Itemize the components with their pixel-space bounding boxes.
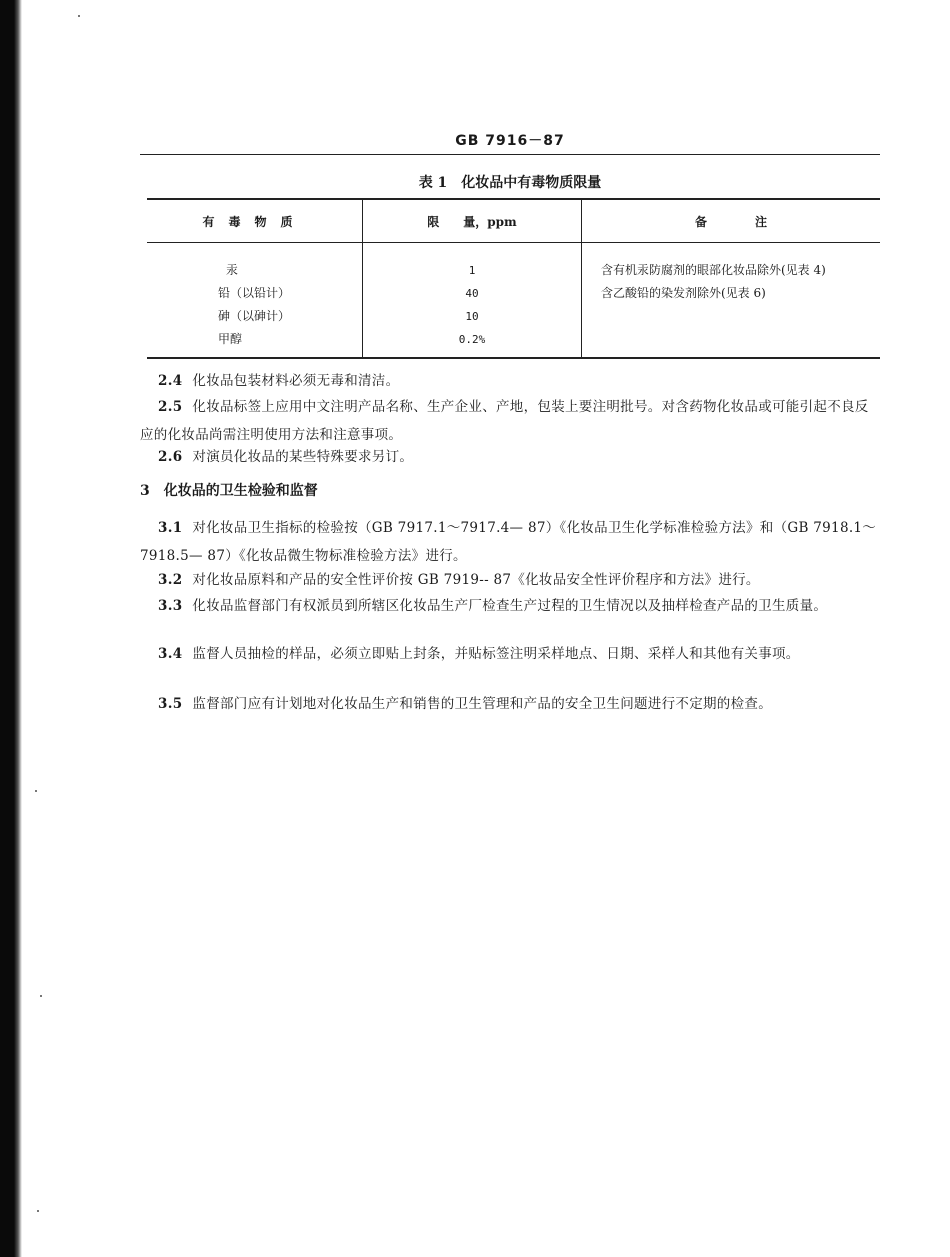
substance-arsenic: 砷（以砷计） bbox=[218, 309, 291, 323]
clause-2-6 bbox=[140, 443, 882, 471]
clause-text: 化妆品标签上应用中文注明产品名称、生产企业、产地，包装上要注明批号。对含药物化妆品或可能引起不良反应的化妆品尚需注明使用方法和注意事项。 bbox=[140, 399, 869, 443]
section-3-heading bbox=[140, 480, 318, 500]
clause-3-1 bbox=[140, 514, 882, 570]
clause-number: 3.4 bbox=[158, 646, 183, 662]
clause-text: 对演员化妆品的某些特殊要求另订。 bbox=[192, 449, 414, 465]
limit-mercury: 1 bbox=[468, 264, 476, 277]
limit-cell bbox=[363, 243, 582, 359]
header-rule bbox=[140, 154, 880, 155]
clause-3-2 bbox=[140, 566, 882, 594]
section-number: 3 bbox=[140, 483, 150, 499]
table-header-row bbox=[147, 199, 880, 243]
clause-number: 2.6 bbox=[158, 449, 183, 465]
remark-lead: 含乙酸铅的染发剂除外(见表 6) bbox=[601, 286, 766, 300]
clause-number: 2.5 bbox=[158, 399, 183, 415]
substance-mercury: 汞 bbox=[226, 263, 239, 277]
clause-number: 3.5 bbox=[158, 696, 183, 712]
clause-text: 化妆品包装材料必须无毒和清洁。 bbox=[192, 373, 400, 389]
clause-text: 对化妆品原料和产品的安全性评价按 GB 7919-- 87《化妆品安全性评价程序和方法》进行。 bbox=[192, 572, 760, 588]
clause-text: 化妆品监督部门有权派员到所辖区化妆品生产厂检查生产过程的卫生情况以及抽样检查产品的卫生质量。 bbox=[192, 598, 828, 614]
scan-edge-shadow bbox=[0, 0, 22, 1257]
clause-text: 监督人员抽检的样品，必须立即贴上封条，并贴标签注明采样地点、日期、采样人和其他有关事项。 bbox=[192, 646, 800, 662]
table-title: 表 1 化妆品中有毒物质限量 bbox=[418, 175, 602, 191]
section-title: 化妆品的卫生检验和监督 bbox=[163, 483, 318, 499]
clause-number: 2.4 bbox=[158, 373, 183, 389]
remark-mercury: 含有机汞防腐剂的眼部化妆品除外(见表 4) bbox=[601, 263, 826, 277]
toxic-substance-table bbox=[147, 198, 880, 359]
clause-number: 3.2 bbox=[158, 572, 183, 588]
scan-speck bbox=[78, 15, 80, 17]
scan-speck bbox=[35, 790, 37, 792]
table-body-row bbox=[147, 243, 880, 359]
limit-arsenic: 10 bbox=[465, 310, 479, 323]
clause-2-5 bbox=[140, 393, 882, 449]
column-header-remarks: 备 注 bbox=[582, 199, 881, 243]
clause-3-3 bbox=[140, 592, 882, 620]
column-header-substance: 有毒物质 bbox=[147, 199, 363, 243]
limit-methanol: 0.2% bbox=[458, 333, 486, 346]
standard-code-header: GB 7916－87 bbox=[455, 133, 565, 149]
limit-lead: 40 bbox=[465, 287, 479, 300]
clause-3-5 bbox=[140, 690, 882, 718]
clause-text: 对化妆品卫生指标的检验按（GB 7917.1～7917.4— 87）《化妆品卫生化学标准检验方法》和（GB 7918.1～7918.5— 87）《化妆品微生物标准检验方法》进行。 bbox=[140, 520, 877, 564]
substance-lead: 铅（以铅计） bbox=[218, 286, 291, 300]
scan-speck bbox=[40, 995, 42, 997]
clause-3-4 bbox=[140, 640, 882, 668]
clause-text: 监督部门应有计划地对化妆品生产和销售的卫生管理和产品的安全卫生问题进行不定期的检查。 bbox=[192, 696, 772, 712]
substance-methanol: 甲醇 bbox=[218, 332, 243, 346]
clause-number: 3.1 bbox=[158, 520, 183, 536]
remarks-cell bbox=[582, 243, 881, 359]
clause-2-4 bbox=[140, 367, 882, 395]
column-header-limit: 限 量，ppm bbox=[363, 199, 582, 243]
scan-speck bbox=[37, 1210, 39, 1212]
clause-number: 3.3 bbox=[158, 598, 183, 614]
substance-cell bbox=[147, 243, 363, 359]
